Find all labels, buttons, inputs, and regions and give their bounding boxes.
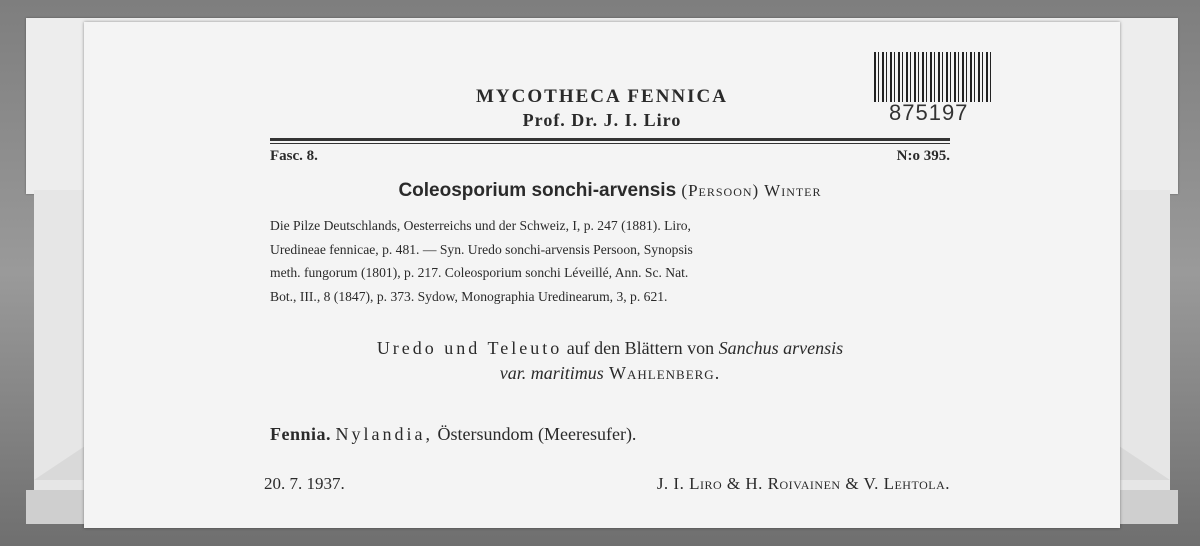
specimen-label xyxy=(84,22,1120,528)
fascicle: Fasc. 8. xyxy=(270,148,318,164)
host-line-1 xyxy=(270,336,950,361)
host-line-2 xyxy=(270,361,950,386)
literature-line: meth. fungorum (1801), p. 217. Coleosporium sonchi Léveillé, Ann. Sc. Nat. xyxy=(270,265,689,280)
literature-line: Uredineae fennicae, p. 481. — Syn. Uredo sonchi-arvensis Persoon, Synopsis xyxy=(270,241,693,257)
place: Östersundom (Meeresufer). xyxy=(433,424,637,444)
series-title: MYCOTHECA FENNICA xyxy=(476,86,728,107)
collectors: J. I. Liro & H. Roivainen & V. Lehtola. xyxy=(656,474,950,493)
country: Fennia. xyxy=(270,424,332,444)
literature-block xyxy=(270,214,950,308)
header-rule-thin xyxy=(270,143,950,144)
host-variety: var. maritimus xyxy=(499,363,604,383)
barcode-number: 875197 xyxy=(889,100,969,125)
species-name: Coleosporium sonchi-arvensis xyxy=(398,180,677,201)
region: Nylandia, xyxy=(335,424,433,444)
host-name: Sanchus arvensis xyxy=(718,338,844,358)
species-line xyxy=(270,180,950,202)
host-block xyxy=(270,336,950,386)
host-connector: auf den Blättern von xyxy=(562,338,719,358)
barcode-icon xyxy=(874,52,994,102)
editor-name: Prof. Dr. J. I. Liro xyxy=(522,110,682,130)
species-author: (Persoon) Winter xyxy=(681,181,822,200)
header-rule xyxy=(270,138,950,141)
literature-line: Die Pilze Deutschlands, Oesterreichs und der Schweiz, I, p. 247 (1881). Liro, xyxy=(270,218,691,233)
literature-line: Bot., III., 8 (1847), p. 373. Sydow, Monographia Uredinearum, 3, p. 621. xyxy=(270,288,668,304)
locality-line xyxy=(270,424,950,445)
spore-stages: Uredo und Teleuto xyxy=(376,338,563,358)
collection-date: 20. 7. 1937. xyxy=(264,474,345,493)
host-variety-author: Wahlenberg. xyxy=(603,363,721,383)
specimen-number: N:o 395. xyxy=(896,148,950,164)
